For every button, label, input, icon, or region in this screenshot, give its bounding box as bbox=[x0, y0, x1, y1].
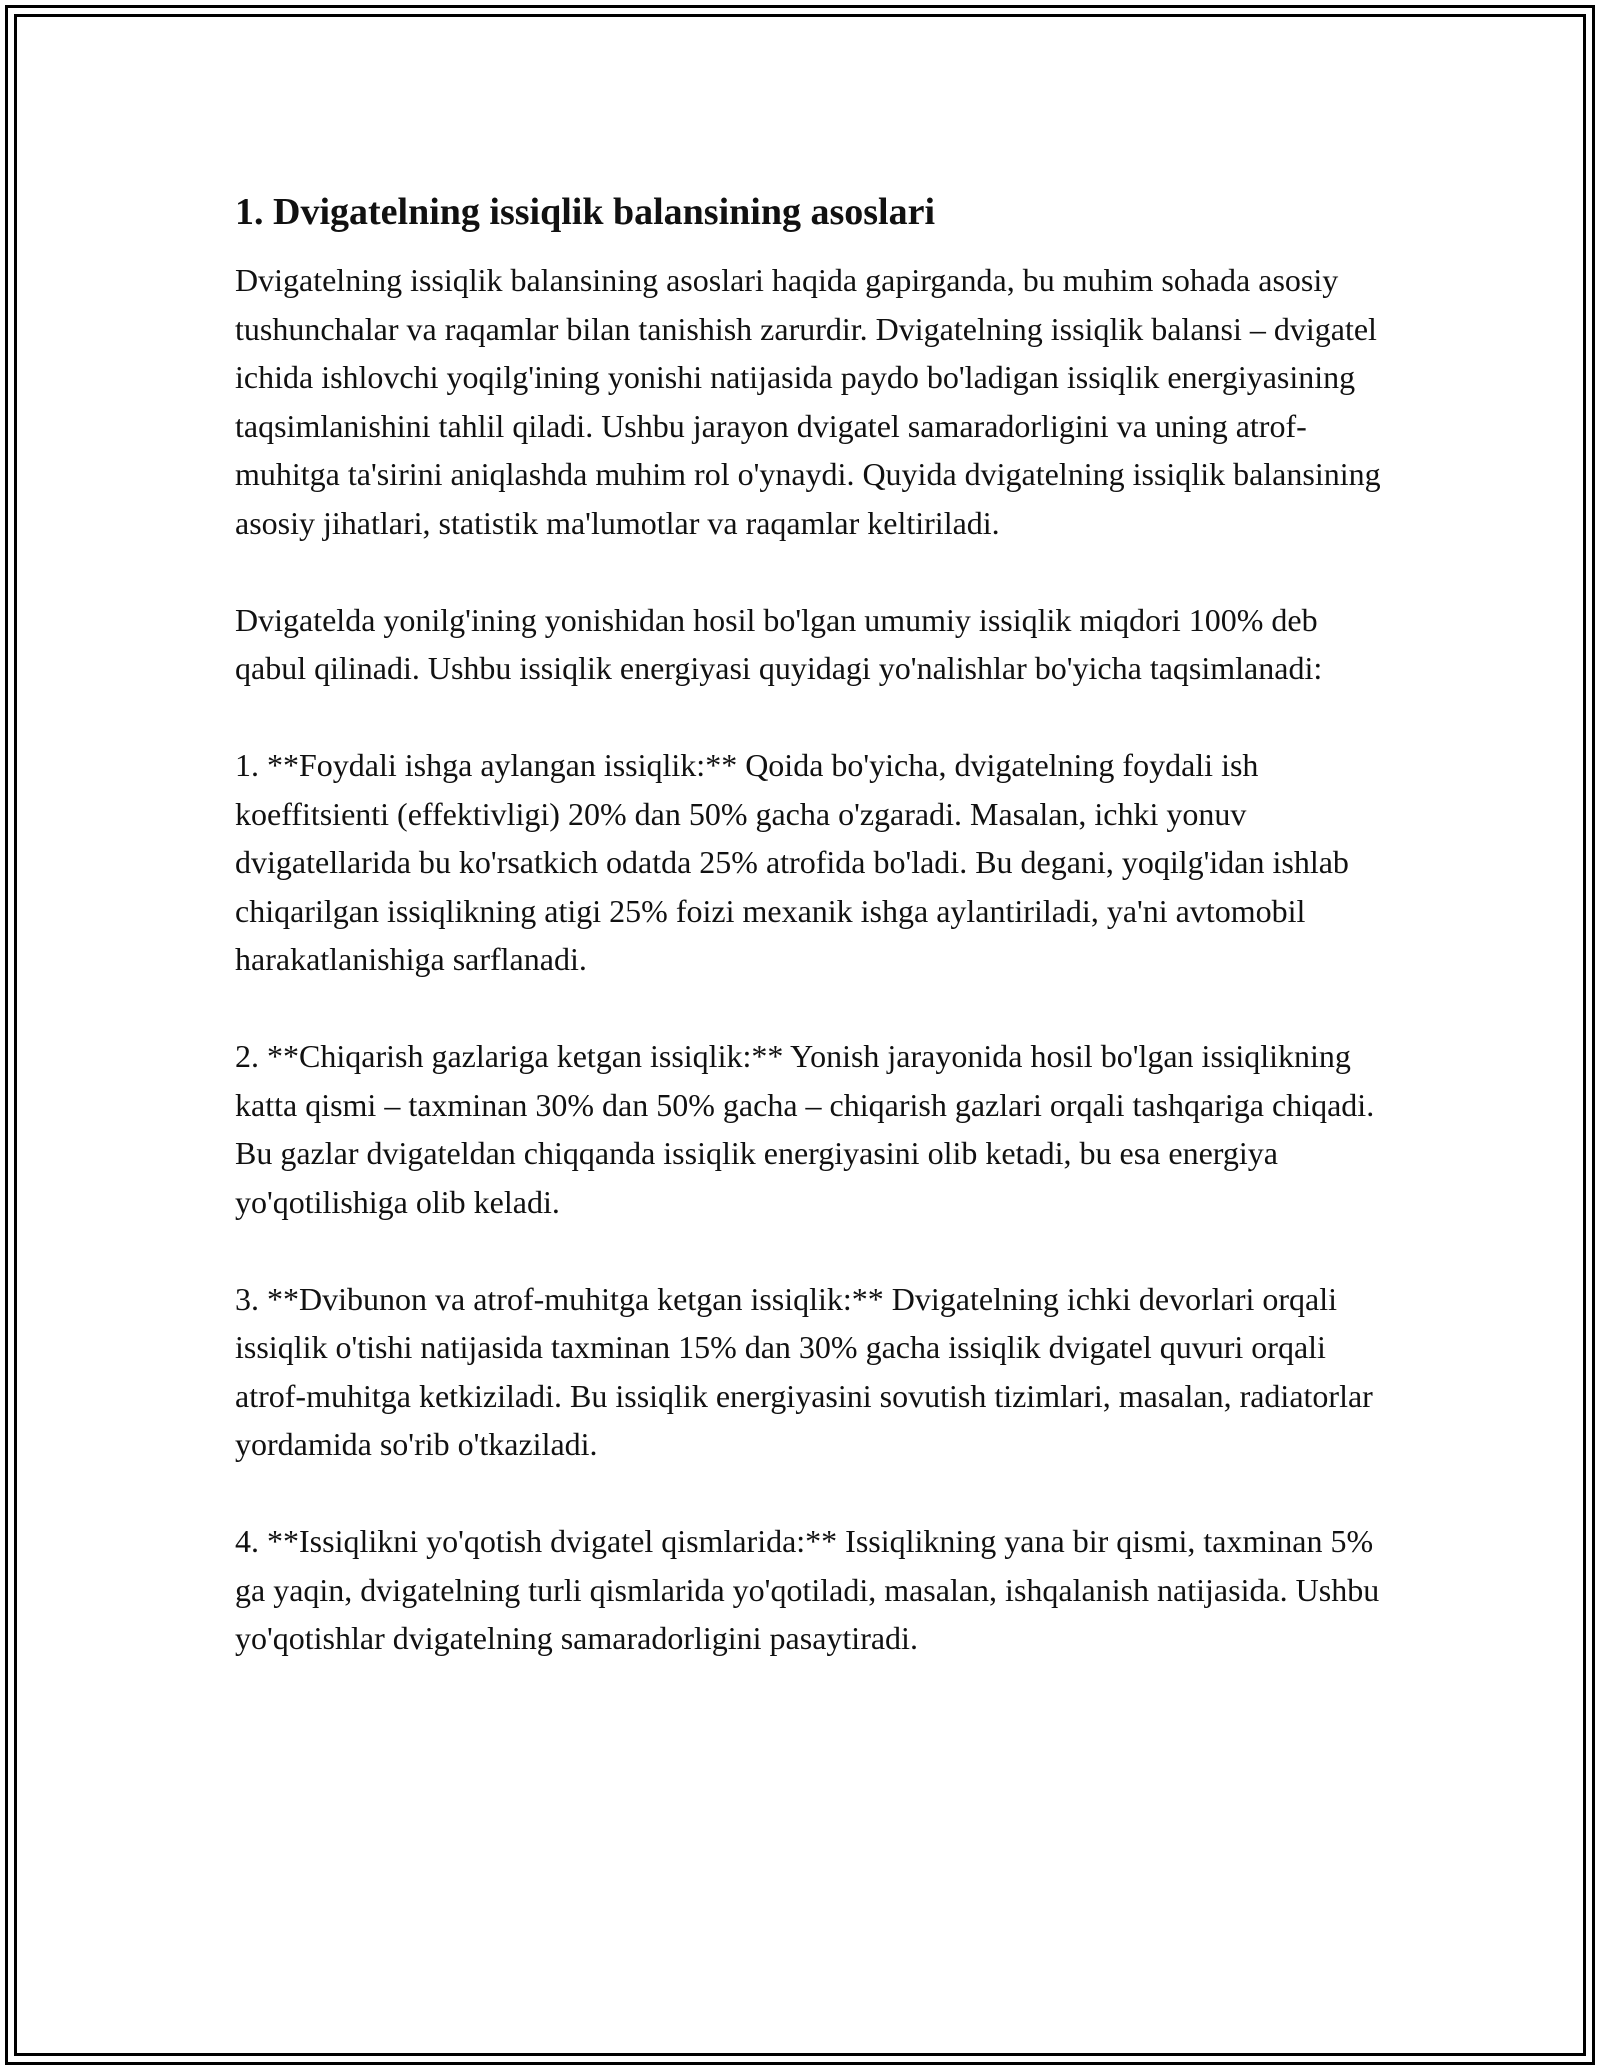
paragraph-intro: Dvigatelning issiqlik balansining asoslari haqida gapirganda, bu muhim sohada asosiy tushunchalar va raqamlar bilan tanishish zarurdir. Dvigatelning issiqlik balansi – dvigatel ichida ishlovchi yoqilg'ining yonishi natijasida paydo bo'ladigan issiqlik energiyasining taqsimlanishini tahlil qiladi. Ushbu jarayon dvigatel samaradorligini va uning atrof-muhitga ta'sirini aniqlashda muhim rol o'ynaydi. Quyida dvigatelning issiqlik balansining asosiy jihatlari, statistik ma'lumotlar va raqamlar keltiriladi. bbox=[235, 262, 1381, 541]
document-body bbox=[235, 178, 1395, 1711]
list-item-exhaust-gases: 2. **Chiqarish gazlariga ketgan issiqlik:** Yonish jarayonida hosil bo'lgan issiqlikning katta qismi – taxminan 30% dan 50% gacha – chiqarish gazlari orqali tashqariga chiqadi. Bu gazlar dvigateldan chiqqanda issiqlik energiyasini olib ketadi, bu esa energiya yo'qotilishiga olib keladi. bbox=[235, 1038, 1375, 1220]
paragraph-heat-distribution: Dvigatelda yonilg'ining yonishidan hosil bo'lgan umumiy issiqlik miqdori 100% deb qabul qilinadi. Ushbu issiqlik energiyasi quyidagi yo'nalishlar bo'yicha taqsimlanadi: bbox=[235, 601, 1323, 686]
list-item-part-losses: 4. **Issiqlikni yo'qotish dvigatel qismlarida:** Issiqlikning yana bir qismi, taxminan 5% ga yaqin, dvigatelning turli qismlarida yo'qotiladi, masalan, ishqalanish natijasida. Ushbu yo'qotishlar dvigatelning samaradorligini pasaytiradi. bbox=[235, 1523, 1380, 1656]
list-item-environment-heat: 3. **Dvibunon va atrof-muhitga ketgan issiqlik:** Dvigatelning ichki devorlari orqali issiqlik o'tishi natijasida taxminan 15% dan 30% gacha issiqlik dvigatel quvuri orqali atrof-muhitga ketkiziladi. Bu issiqlik energiyasini sovutish tizimlari, masalan, radiatorlar yordamida so'rib o'tkaziladi. bbox=[235, 1280, 1373, 1462]
list-item-useful-work: 1. **Foydali ishga aylangan issiqlik:** Qoida bo'yicha, dvigatelning foydali ish koeffitsienti (effektivligi) 20% dan 50% gacha o'zgaradi. Masalan, ichki yonuv dvigatellarida bu ko'rsatkich odatda 25% atrofida bo'ladi. Bu degani, yoqilg'idan ishlab chiqarilgan issiqlikning atigi 25% foizi mexanik ishga aylantiriladi, ya'ni avtomobil harakatlanishiga sarflanadi. bbox=[235, 747, 1349, 977]
section-heading: 1. Dvigatelning issiqlik balansining asoslari bbox=[235, 191, 936, 233]
